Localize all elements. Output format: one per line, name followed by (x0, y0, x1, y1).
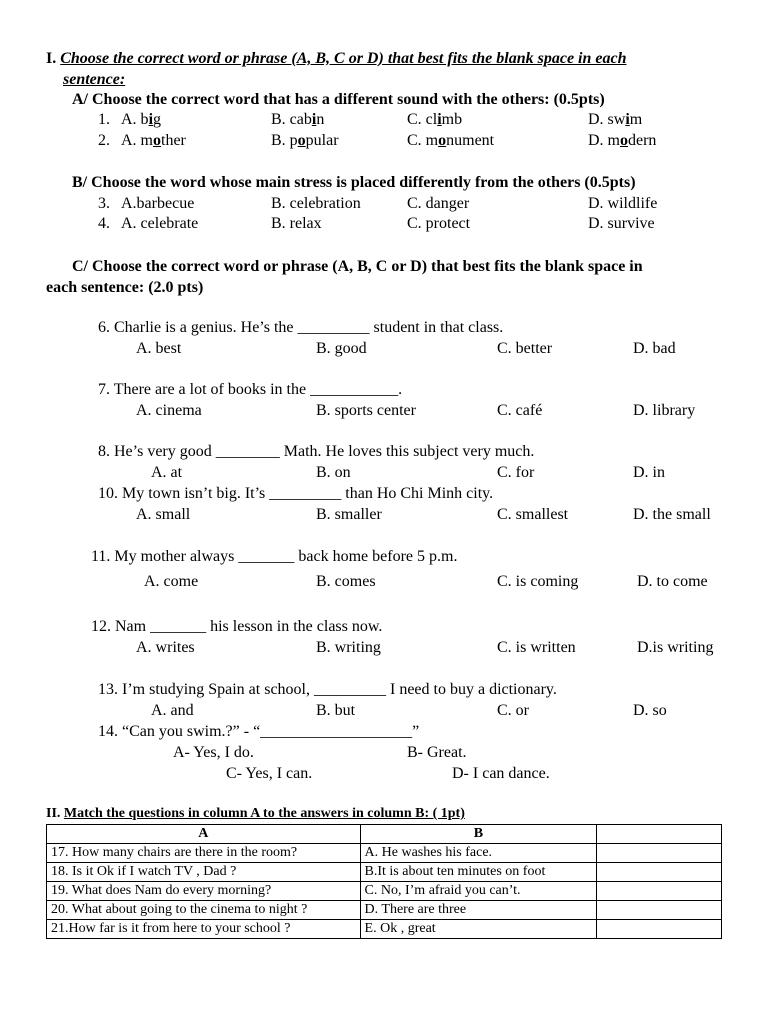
table-row (47, 901, 722, 920)
blank-cell (597, 901, 722, 920)
question-cell: 18. Is it Ok if I watch TV , Dad ? (47, 863, 361, 882)
q3-number: 3. (98, 195, 110, 212)
q8-option-d: D. in (633, 464, 665, 481)
q8-stem: 8. He’s very good ________ Math. He loves this subject very much. (98, 443, 535, 460)
blank-cell (597, 863, 722, 882)
partC-title: C/ Choose the correct word or phrase (A, B, C or D) that best fits the blank space in each sentence: (2.0 pts) (46, 258, 643, 296)
q7-option-b: B. sports center (316, 402, 416, 419)
q7-option-c: C. café (497, 402, 543, 419)
q4-option-a: A. celebrate (121, 215, 199, 232)
answer-cell: D. There are three (360, 901, 597, 920)
blank-cell (597, 844, 722, 863)
q14-option-c: C- Yes, I can. (226, 765, 313, 782)
q3-option-c: C. danger (407, 195, 470, 212)
table-row (47, 844, 722, 863)
blank-cell (597, 882, 722, 901)
section2-heading (46, 805, 465, 823)
q12-option-a: A. writes (136, 639, 195, 656)
blank-cell (597, 920, 722, 939)
q4-option-d: D. survive (588, 215, 655, 232)
q1-option-d: D. swim (588, 111, 643, 128)
answer-cell: B.It is about ten minutes on foot (360, 863, 597, 882)
table-row (47, 920, 722, 939)
q7-option-d: D. library (633, 402, 696, 419)
q12-option-c: C. is written (497, 639, 576, 656)
section2-title: Match the questions in column A to the answers in column B: ( 1pt) (63, 806, 465, 821)
section2-number: II. (46, 806, 61, 821)
q2-option-c: C. monument (407, 132, 495, 149)
q11-option-c: C. is coming (497, 573, 579, 590)
q6-option-d: D. bad (633, 340, 676, 357)
q6-option-c: C. better (497, 340, 553, 357)
q3-option-b: B. celebration (271, 195, 361, 212)
q3-option-a: A.barbecue (121, 195, 195, 212)
section1-heading (46, 48, 722, 90)
q7-option-a: A. cinema (136, 402, 202, 419)
q10-option-c: C. smallest (497, 506, 569, 523)
q13-option-d: D. so (633, 702, 667, 719)
column-b-header: B (360, 825, 597, 844)
q4-option-c: C. protect (407, 215, 471, 232)
section1-title-line1: Choose the correct word or phrase (A, B, C or D) that best fits the blank space in each (60, 50, 627, 67)
q10-option-b: B. smaller (316, 506, 382, 523)
q11-stem: 11. My mother always _______ back home before 5 p.m. (91, 548, 458, 565)
q14-option-b: B- Great. (407, 744, 467, 761)
q1-option-c: C. climb (407, 111, 463, 128)
q8-option-b: B. on (316, 464, 351, 481)
question-cell: 19. What does Nam do every morning? (47, 882, 361, 901)
q6-stem: 6. Charlie is a genius. He’s the _________ student in that class. (98, 319, 504, 336)
q11-option-a: A. come (144, 573, 199, 590)
question-cell: 20. What about going to the cinema to night ? (47, 901, 361, 920)
q10-option-a: A. small (136, 506, 191, 523)
q1-number: 1. (98, 111, 110, 128)
q2-option-b: B. popular (271, 132, 339, 149)
q12-option-b: B. writing (316, 639, 381, 656)
q14-option-d: D- I can dance. (452, 765, 550, 782)
matching-table (46, 824, 722, 939)
q2-option-a: A. mother (121, 132, 186, 149)
q2-option-d: D. modern (588, 132, 657, 149)
q8-option-a: A. at (151, 464, 183, 481)
q1-option-b: B. cabin (271, 111, 325, 128)
q8-option-c: C. for (497, 464, 535, 481)
q12-option-d: D.is writing (637, 639, 714, 656)
answer-cell: C. No, I’m afraid you can’t. (360, 882, 597, 901)
table-row (47, 882, 722, 901)
q13-option-c: C. or (497, 702, 529, 719)
q6-option-a: A. best (136, 340, 182, 357)
table-header-row (47, 825, 722, 844)
question-cell: 17. How many chairs are there in the room? (47, 844, 361, 863)
q11-option-d: D. to come (637, 573, 708, 590)
q11-option-b: B. comes (316, 573, 376, 590)
q4-option-b: B. relax (271, 215, 322, 232)
q13-option-b: B. but (316, 702, 356, 719)
q13-stem: 13. I’m studying Spain at school, _________ I need to buy a dictionary. (98, 681, 557, 698)
partB-title: B/ Choose the word whose main stress is placed differently from the others (0.5pts) (72, 174, 636, 191)
q14-option-a: A- Yes, I do. (173, 744, 254, 761)
q1-option-a: A. big (121, 111, 162, 128)
q13-option-a: A. and (151, 702, 194, 719)
answer-cell: A. He washes his face. (360, 844, 597, 863)
partA-title: A/ Choose the correct word that has a different sound with the others: (0.5pts) (72, 91, 605, 108)
table-row (47, 863, 722, 882)
answer-cell: E. Ok , great (360, 920, 597, 939)
q10-option-d: D. the small (633, 506, 711, 523)
q6-option-b: B. good (316, 340, 367, 357)
q12-stem: 12. Nam _______ his lesson in the class now. (91, 618, 383, 635)
column-blank-header (597, 825, 722, 844)
q4-number: 4. (98, 215, 110, 232)
q14-stem: 14. “Can you swim.?” - “___________________” (98, 723, 420, 740)
column-a-header: A (47, 825, 361, 844)
question-cell: 21.How far is it from here to your school ? (47, 920, 361, 939)
q10-stem: 10. My town isn’t big. It’s _________ than Ho Chi Minh city. (98, 485, 494, 502)
q2-number: 2. (98, 132, 110, 149)
q7-stem: 7. There are a lot of books in the ___________. (98, 381, 403, 398)
section1-title-line2: sentence: (63, 71, 126, 88)
q3-option-d: D. wildlife (588, 195, 658, 212)
section1-number: I. (46, 50, 57, 67)
